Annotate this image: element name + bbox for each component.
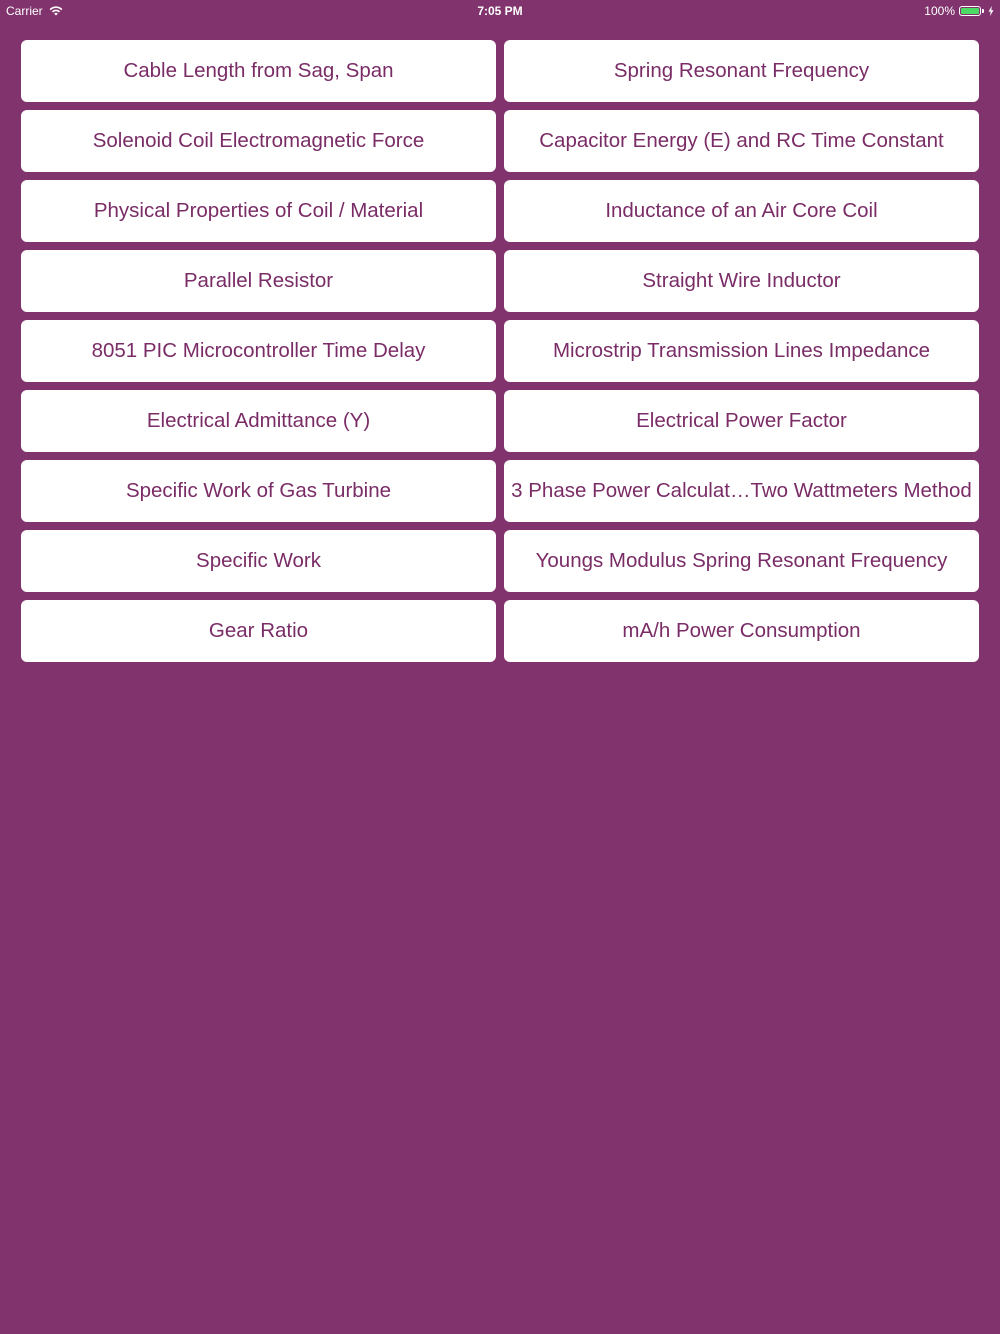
calc-button-admittance[interactable]: Electrical Admittance (Y)	[21, 390, 496, 452]
calc-button-parallel-resistor[interactable]: Parallel Resistor	[21, 250, 496, 312]
status-time: 7:05 PM	[477, 4, 523, 18]
calc-button-gas-turbine-work[interactable]: Specific Work of Gas Turbine	[21, 460, 496, 522]
calc-button-three-phase-power[interactable]: 3 Phase Power Calculat…Two Wattmeters Method	[504, 460, 979, 522]
status-bar	[0, 0, 1000, 22]
calc-button-spring-resonant-frequency[interactable]: Spring Resonant Frequency	[504, 40, 979, 102]
calc-button-youngs-modulus[interactable]: Youngs Modulus Spring Resonant Frequency	[504, 530, 979, 592]
battery-icon	[959, 6, 984, 16]
calc-button-coil-properties[interactable]: Physical Properties of Coil / Material	[21, 180, 496, 242]
calc-button-microcontroller-delay[interactable]: 8051 PIC Microcontroller Time Delay	[21, 320, 496, 382]
calc-button-specific-work[interactable]: Specific Work	[21, 530, 496, 592]
battery-body	[959, 6, 981, 16]
calc-button-solenoid-force[interactable]: Solenoid Coil Electromagnetic Force	[21, 110, 496, 172]
battery-fill	[961, 8, 979, 14]
calc-button-power-factor[interactable]: Electrical Power Factor	[504, 390, 979, 452]
status-right	[924, 4, 994, 18]
carrier-label: Carrier	[6, 4, 43, 18]
bolt-icon	[988, 6, 994, 16]
calculator-grid	[21, 40, 979, 662]
battery-tip	[982, 9, 984, 13]
calc-button-capacitor-energy[interactable]: Capacitor Energy (E) and RC Time Constant	[504, 110, 979, 172]
calc-button-cable-length[interactable]: Cable Length from Sag, Span	[21, 40, 496, 102]
calc-button-microstrip-impedance[interactable]: Microstrip Transmission Lines Impedance	[504, 320, 979, 382]
calc-button-air-core-inductance[interactable]: Inductance of an Air Core Coil	[504, 180, 979, 242]
calc-button-power-consumption[interactable]: mA/h Power Consumption	[504, 600, 979, 662]
battery-percent: 100%	[924, 4, 955, 18]
calc-button-straight-wire-inductor[interactable]: Straight Wire Inductor	[504, 250, 979, 312]
calc-button-gear-ratio[interactable]: Gear Ratio	[21, 600, 496, 662]
